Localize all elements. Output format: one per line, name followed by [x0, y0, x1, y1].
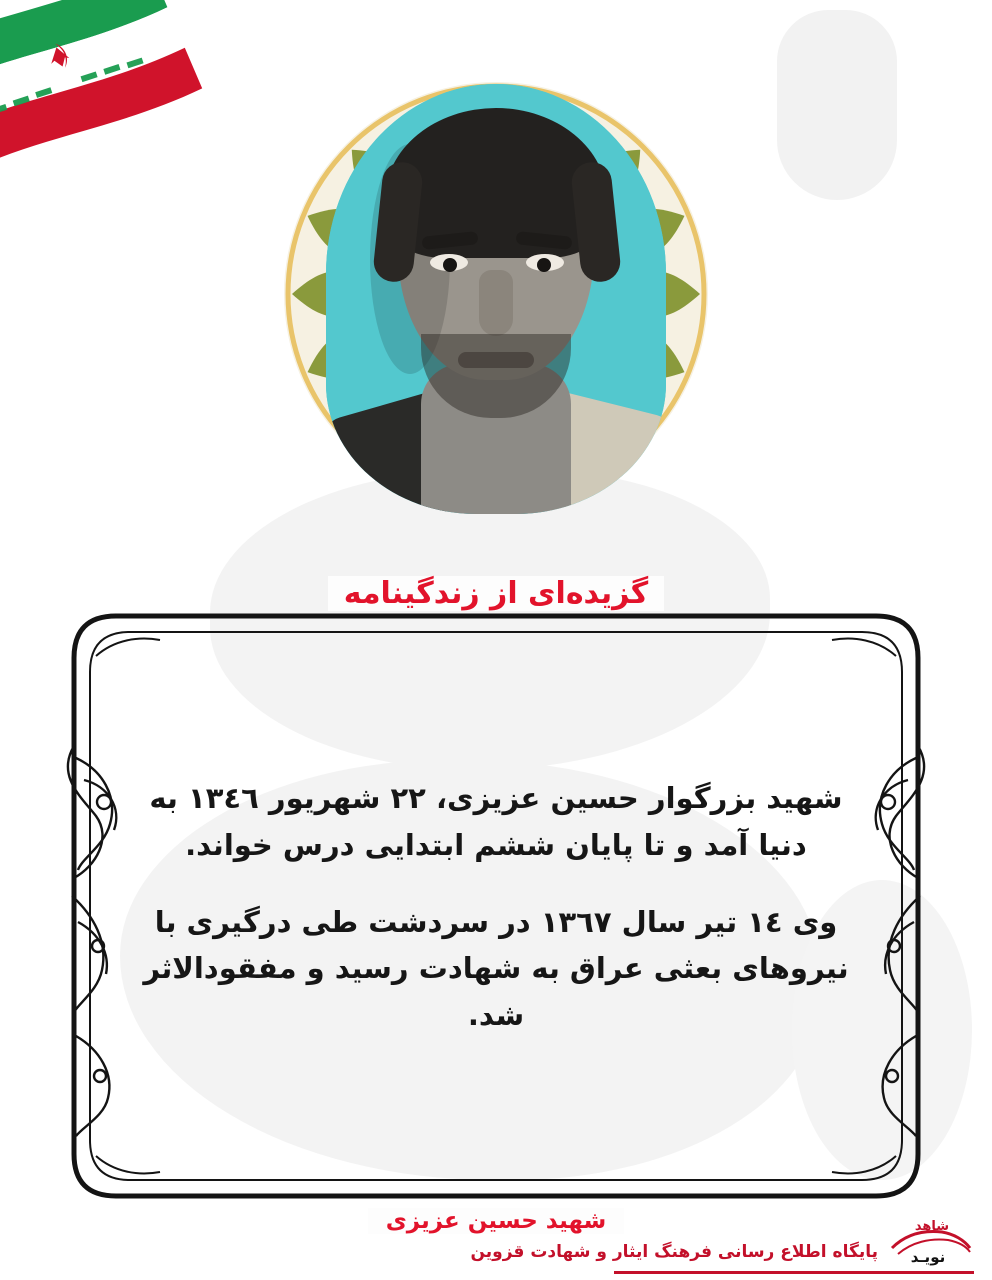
biography-signature-text: شهید حسین عزیزی	[368, 1208, 625, 1234]
biography-heading	[56, 576, 936, 611]
svg-text:شاهد: شاهد	[914, 1219, 950, 1234]
biography-paragraph-2: وی ۱٤ تیر سال ۱۳٦۷ در سردشت طی درگیری با نیروهای بعثی عراق به شهادت رسید و مفقودالاثر شد.	[143, 904, 849, 1033]
biography-heading-text: گزیده‌ای از زندگینامه	[328, 576, 664, 611]
iran-flag-icon	[0, 0, 250, 190]
portrait-medallion	[261, 22, 731, 562]
biography-text	[142, 654, 850, 1160]
svg-text:نویـد: نویـد	[910, 1248, 946, 1266]
navid-shahed-logo-icon[interactable]	[888, 1208, 974, 1266]
footer-site-name: پایگاه اطلاع رسانی فرهنگ ایثار و شهادت قزوین	[470, 1242, 878, 1262]
decorative-blob-top-right	[777, 10, 897, 200]
footer-branding[interactable]	[470, 1208, 974, 1266]
footer-divider	[614, 1271, 974, 1274]
biography-paragraph-1: شهید بزرگوار حسین عزیزی، ۲۲ شهریور ۱۳٤٦ به دنیا آمد و تا پایان ششم ابتدایی درس خواند.	[149, 780, 843, 862]
martyr-portrait-photo	[326, 84, 666, 514]
